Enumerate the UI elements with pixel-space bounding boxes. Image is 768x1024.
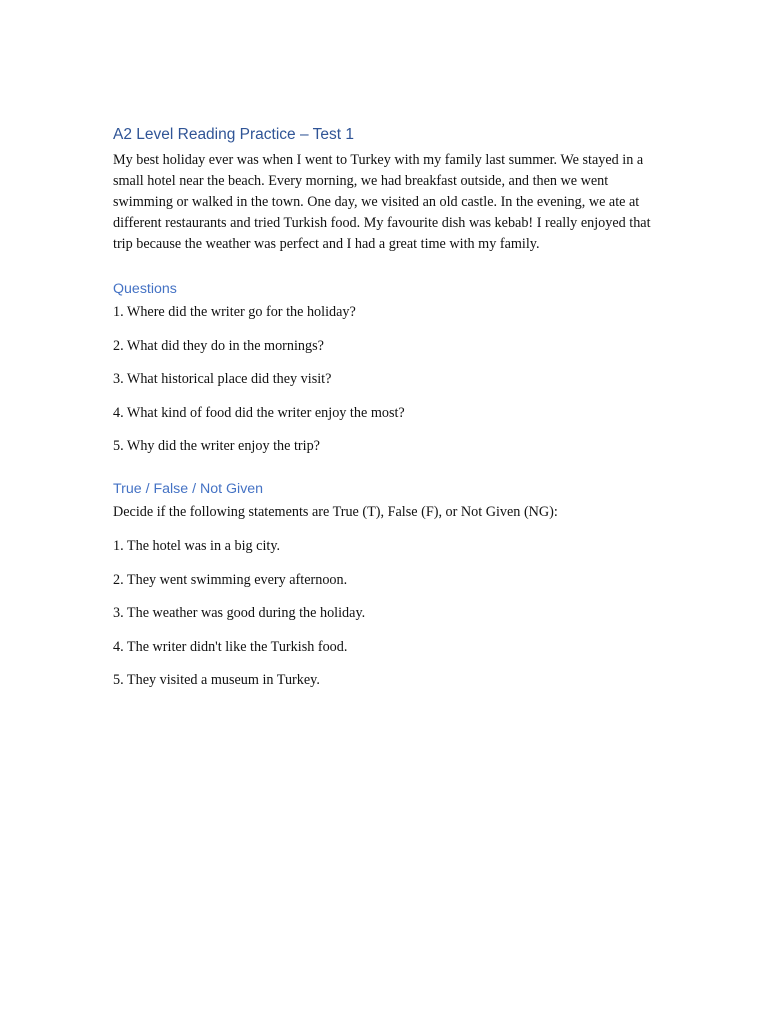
questions-heading: Questions [113,281,177,297]
question-item: 3. What historical place did they visit? [113,371,332,388]
question-item: 2. What did they do in the mornings? [113,337,324,354]
statement-item: 5. They visited a museum in Turkey. [113,672,320,689]
true-false-heading: True / False / Not Given [113,481,264,498]
questions-list [113,302,656,457]
statement-item: 1. The hotel was in a big city. [113,537,281,554]
statement-item: 2. They went swimming every afternoon. [113,571,348,588]
statements-list [113,536,656,691]
question-item: 1. Where did the writer go for the holiday? [113,304,356,320]
true-false-instruction: Decide if the following statements are True (T), False (F), or Not Given (NG): [113,504,558,521]
document-title: A2 Level Reading Practice – Test 1 [113,126,354,143]
question-item: 5. Why did the writer enjoy the trip? [113,438,320,455]
question-item: 4. What kind of food did the writer enjoy the most? [113,404,405,421]
statement-item: 4. The writer didn't like the Turkish food. [113,638,348,655]
statement-item: 3. The weather was good during the holiday. [113,605,366,622]
reading-passage: My best holiday ever was when I went to Turkey with my family last summer. We stayed in a small hotel near the beach. Every morning, we had breakfast outside, and then we went swimming or walked in the town. One day, we visited an old castle. In the evening, we ate at different restaurants and tried Turkish food. My favourite dish was kebab! I really enjoyed that trip because the weather was perfect and I had a great time with my family. [113,152,651,252]
